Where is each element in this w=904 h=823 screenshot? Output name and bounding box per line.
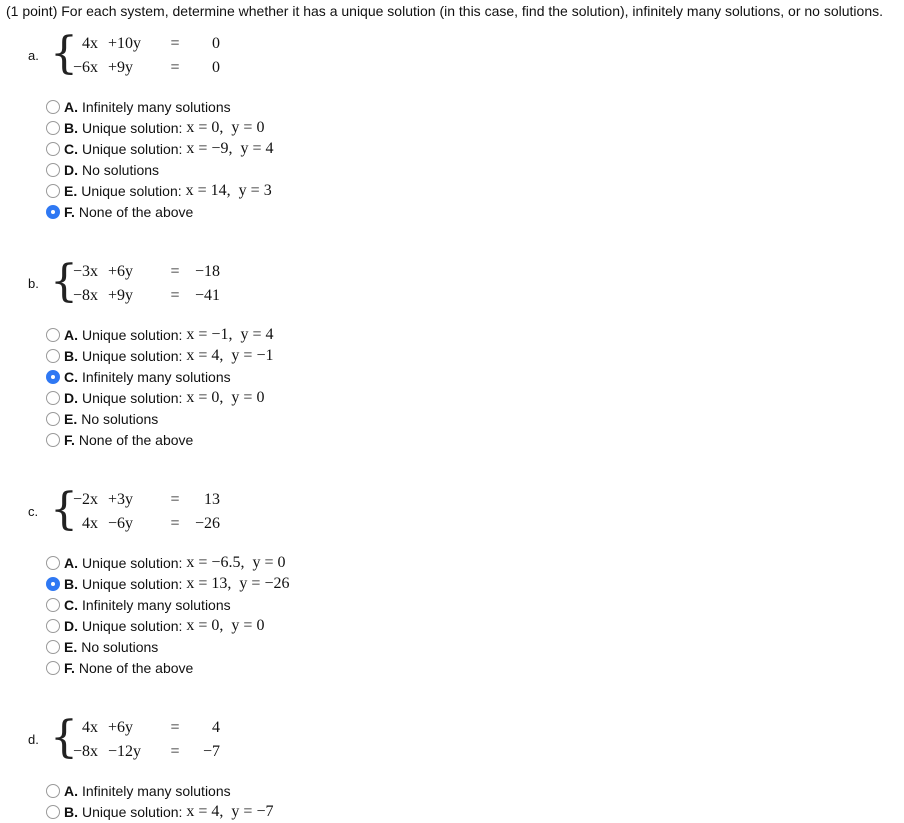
option-math: x = −1, y = 4 xyxy=(186,326,274,343)
option-letter: A. xyxy=(64,555,78,571)
equation-term-x: 4x xyxy=(82,35,98,52)
option-letter: B. xyxy=(64,120,78,136)
equation-rhs: −18 xyxy=(194,263,220,280)
option-letter: B. xyxy=(64,804,78,820)
equation-term-x: −8x xyxy=(72,743,98,760)
equation-equals: = xyxy=(170,263,180,280)
equation-rhs: 4 xyxy=(212,719,220,736)
problem-intro: (1 point) For each system, determine whether it has a unique solution (in this case, find the solution), infinitely many solutions, or no solutions. xyxy=(6,3,884,19)
answer-option[interactable] xyxy=(46,574,289,594)
radio-unselected[interactable] xyxy=(46,433,60,447)
equation-rhs: −26 xyxy=(194,515,220,532)
option-text: Infinitely many solutions xyxy=(82,783,231,799)
equation-term-y: +3y xyxy=(108,491,134,508)
option-text: Unique solution: xyxy=(82,390,183,406)
radio-unselected[interactable] xyxy=(46,349,60,363)
option-letter: C. xyxy=(64,369,78,385)
option-math: x = 13, y = −26 xyxy=(186,575,290,592)
radio-unselected[interactable] xyxy=(46,391,60,405)
equation-equals: = xyxy=(170,35,180,52)
radio-unselected[interactable] xyxy=(46,412,60,426)
answer-option[interactable] xyxy=(46,781,231,801)
option-letter: B. xyxy=(64,576,78,592)
option-letter: F. xyxy=(64,204,75,220)
answer-option[interactable] xyxy=(46,346,273,366)
option-math: x = 0, y = 0 xyxy=(186,617,265,634)
equation-term-x: −2x xyxy=(72,491,98,508)
answer-option[interactable] xyxy=(46,595,231,615)
equation-rhs: −41 xyxy=(194,287,220,304)
option-text: No solutions xyxy=(82,162,160,178)
option-text: Unique solution: xyxy=(82,141,183,157)
answer-option[interactable] xyxy=(46,409,158,429)
answer-option[interactable] xyxy=(46,430,193,450)
option-letter: A. xyxy=(64,99,78,115)
radio-selected[interactable] xyxy=(46,370,60,384)
option-text: Infinitely many solutions xyxy=(82,99,231,115)
equation-equals: = xyxy=(170,59,180,76)
option-letter: E. xyxy=(64,411,78,427)
option-letter: B. xyxy=(64,348,78,364)
answer-option[interactable] xyxy=(46,802,273,822)
radio-unselected[interactable] xyxy=(46,598,60,612)
option-text: No solutions xyxy=(81,639,159,655)
equation-rhs: 0 xyxy=(212,59,220,76)
equation-term-y: −12y xyxy=(108,743,142,760)
radio-unselected[interactable] xyxy=(46,661,60,675)
option-letter: E. xyxy=(64,639,78,655)
option-math: x = 4, y = −7 xyxy=(186,803,274,820)
radio-unselected[interactable] xyxy=(46,640,60,654)
answer-option[interactable] xyxy=(46,118,264,138)
system-brace: { xyxy=(50,28,78,79)
option-letter: F. xyxy=(64,660,75,676)
option-letter: D. xyxy=(64,618,78,634)
option-text: Infinitely many solutions xyxy=(82,597,231,613)
answer-option[interactable] xyxy=(46,553,285,573)
answer-option[interactable] xyxy=(46,658,193,678)
equation-equals: = xyxy=(170,515,180,532)
option-letter: A. xyxy=(64,327,78,343)
option-text: Unique solution: xyxy=(82,120,183,136)
radio-unselected[interactable] xyxy=(46,619,60,633)
answer-option[interactable] xyxy=(46,97,231,117)
option-math: x = 14, y = 3 xyxy=(185,182,272,199)
equation-term-y: +6y xyxy=(108,719,134,736)
equation-equals: = xyxy=(170,743,180,760)
radio-unselected[interactable] xyxy=(46,184,60,198)
option-text: Unique solution: xyxy=(82,555,183,571)
option-math: x = −6.5, y = 0 xyxy=(186,554,286,571)
equation-rhs: −7 xyxy=(202,743,220,760)
option-text: Unique solution: xyxy=(82,348,183,364)
radio-unselected[interactable] xyxy=(46,121,60,135)
answer-option[interactable] xyxy=(46,637,158,657)
radio-selected[interactable] xyxy=(46,205,60,219)
answer-option[interactable] xyxy=(46,367,231,387)
option-text: None of the above xyxy=(78,204,194,220)
radio-unselected[interactable] xyxy=(46,805,60,819)
option-letter: D. xyxy=(64,390,78,406)
option-text: Unique solution: xyxy=(81,183,182,199)
equation-rhs: 0 xyxy=(212,35,220,52)
option-text: No solutions xyxy=(81,411,159,427)
option-text: Unique solution: xyxy=(82,804,183,820)
option-letter: F. xyxy=(64,432,75,448)
part-label: d. xyxy=(28,732,39,747)
answer-option[interactable] xyxy=(46,160,159,180)
answer-option[interactable] xyxy=(46,325,273,345)
radio-unselected[interactable] xyxy=(46,328,60,342)
option-letter: E. xyxy=(64,183,78,199)
equation-term-x: −8x xyxy=(72,287,98,304)
option-math: x = 0, y = 0 xyxy=(186,119,265,136)
option-letter: D. xyxy=(64,162,78,178)
option-math: x = −9, y = 4 xyxy=(186,140,274,157)
option-text: None of the above xyxy=(78,432,194,448)
radio-unselected[interactable] xyxy=(46,556,60,570)
equation-term-y: +9y xyxy=(108,287,134,304)
equation-equals: = xyxy=(170,491,180,508)
answer-option[interactable] xyxy=(46,616,264,636)
option-letter: C. xyxy=(64,141,78,157)
equation-term-y: −6y xyxy=(108,515,134,532)
radio-unselected[interactable] xyxy=(46,784,60,798)
option-math: x = 4, y = −1 xyxy=(186,347,274,364)
option-text: Unique solution: xyxy=(82,327,183,343)
option-letter: C. xyxy=(64,597,78,613)
equation-term-y: +9y xyxy=(108,59,134,76)
option-text: None of the above xyxy=(78,660,194,676)
part-label: c. xyxy=(28,504,39,519)
option-letter: A. xyxy=(64,783,78,799)
option-text: Infinitely many solutions xyxy=(82,369,231,385)
radio-unselected[interactable] xyxy=(46,100,60,114)
equation-term-x: −6x xyxy=(72,59,98,76)
radio-unselected[interactable] xyxy=(46,163,60,177)
equation-equals: = xyxy=(170,719,180,736)
equation-term-x: 4x xyxy=(82,515,98,532)
equation-rhs: 13 xyxy=(204,491,220,508)
equation-term-x: −3x xyxy=(72,263,98,280)
system-brace: { xyxy=(50,712,78,763)
answer-option[interactable] xyxy=(46,202,193,222)
part-label: b. xyxy=(28,276,39,291)
part-label: a. xyxy=(28,48,39,63)
system-brace: { xyxy=(50,484,78,535)
option-math: x = 0, y = 0 xyxy=(186,389,265,406)
system-brace: { xyxy=(50,256,78,307)
answer-option[interactable] xyxy=(46,181,272,201)
equation-term-y: +6y xyxy=(108,263,134,280)
equation-term-y: +10y xyxy=(108,35,142,52)
answer-option[interactable] xyxy=(46,139,273,159)
option-text: Unique solution: xyxy=(82,576,183,592)
answer-option[interactable] xyxy=(46,388,264,408)
radio-selected[interactable] xyxy=(46,577,60,591)
equation-term-x: 4x xyxy=(82,719,98,736)
radio-unselected[interactable] xyxy=(46,142,60,156)
option-text: Unique solution: xyxy=(82,618,183,634)
equation-equals: = xyxy=(170,287,180,304)
